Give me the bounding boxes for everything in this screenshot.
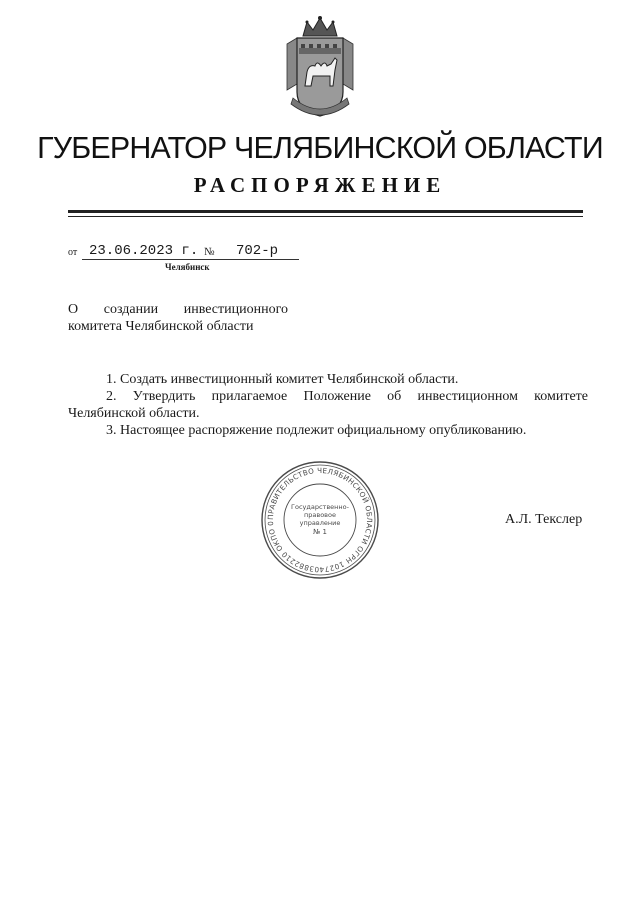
body-item-1: 1. Создать инвестиционный комитет Челябинской области. xyxy=(106,372,459,387)
body-item-3: 3. Настоящее распоряжение подлежит официальному опубликованию. xyxy=(106,423,527,438)
date-number-row xyxy=(68,243,368,263)
stamp-center-line-1: Государственно- xyxy=(291,503,349,511)
subject-line-1 xyxy=(68,301,288,318)
document-number: 702-р xyxy=(236,243,279,259)
subject-word: создании xyxy=(103,302,159,317)
subject-word: инвестиционного xyxy=(183,302,288,317)
stamp-center-line-2: правовое xyxy=(304,511,336,519)
city: Челябинск xyxy=(165,262,210,272)
document-subject xyxy=(68,301,288,335)
coat-of-arms-icon xyxy=(283,14,357,120)
subject-word: О xyxy=(68,302,79,317)
document-body xyxy=(68,371,588,439)
date-prefix: от xyxy=(68,247,78,258)
header-rule-thin xyxy=(68,216,583,217)
stamp-center-line-3: управление xyxy=(299,519,341,527)
document-date: 23.06.2023 г. xyxy=(89,243,199,259)
subject-line-2: комитета Челябинской области xyxy=(68,319,254,334)
signer-name: А.Л. Текслер xyxy=(505,512,583,527)
stamp-center-line-4: № 1 xyxy=(313,528,327,536)
official-stamp xyxy=(260,460,380,580)
document-type: РАСПОРЯЖЕНИЕ xyxy=(193,173,447,197)
body-item-2: 2. Утвердить прилагаемое Положение об инвестиционном комитете Челябинской области. xyxy=(68,389,588,421)
number-prefix: № xyxy=(204,246,215,258)
stamp-outer-text: ПРАВИТЕЛЬСТВО ЧЕЛЯБИНСКОЙ ОБЛАСТИ ОГРН 1027403882210 ОКПО 0 xyxy=(265,465,375,575)
document-title: ГУБЕРНАТОР ЧЕЛЯБИНСКОЙ ОБЛАСТИ xyxy=(37,130,603,165)
header-rule-thick xyxy=(68,210,583,213)
